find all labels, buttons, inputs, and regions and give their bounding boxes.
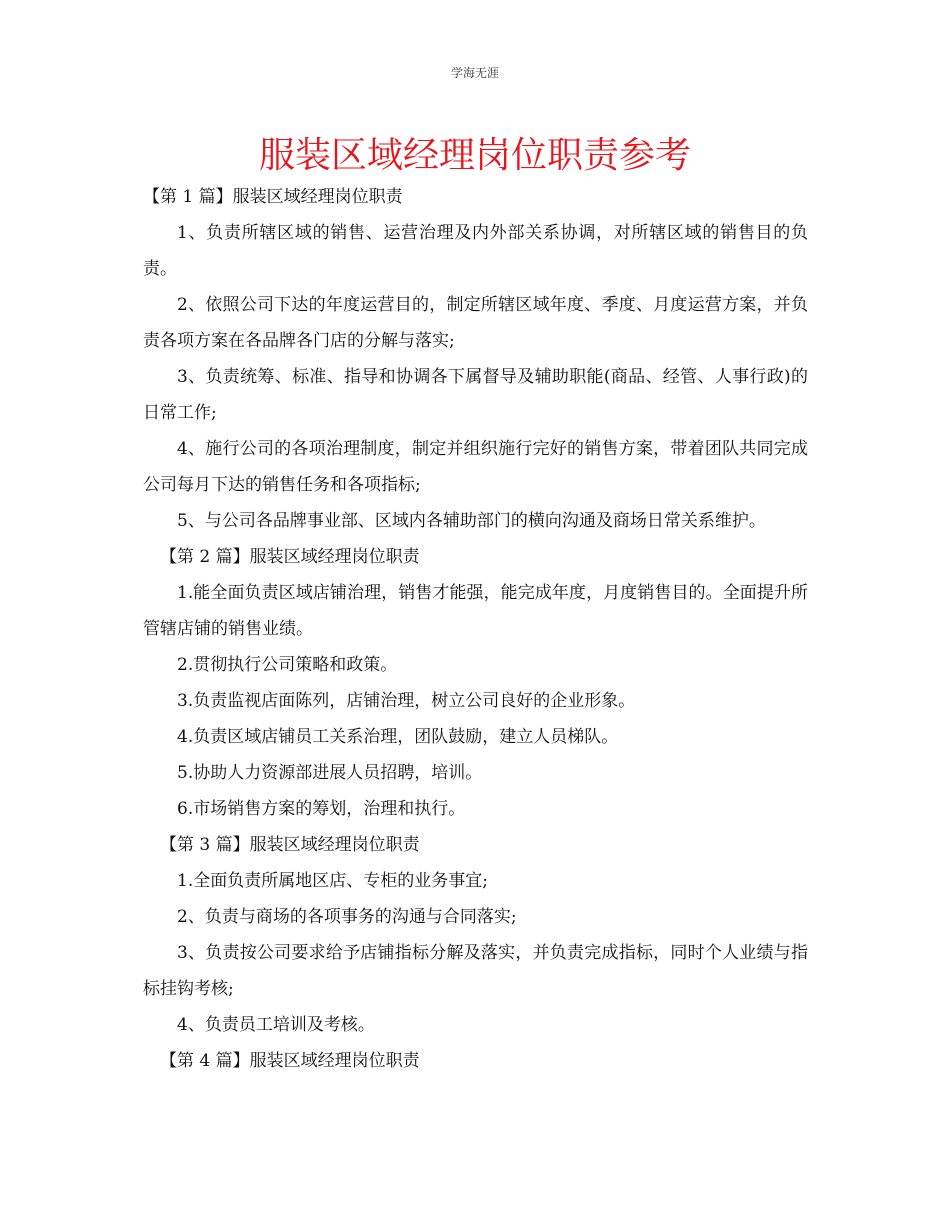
- list-item: 4、施行公司的各项治理制度，制定并组织施行完好的销售方案，带着团队共同完成公司每月下达的销售任务和各项指标;: [143, 439, 808, 495]
- list-item: 6.市场销售方案的筹划，治理和执行。: [177, 799, 466, 819]
- list-item: 5.协助人力资源部进展人员招聘，培训。: [177, 763, 483, 783]
- list-item: 3、负责按公司要求给予店铺指标分解及落实，并负责完成指标，同时个人业绩与指标挂钩考核;: [143, 943, 808, 999]
- list-item: 3、负责统筹、标准、指导和协调各下属督导及辅助职能(商品、经管、人事行政)的日常工作;: [143, 367, 808, 423]
- list-item: 2.贯彻执行公司策略和政策。: [177, 655, 398, 675]
- list-item: 2、负责与商场的各项事务的沟通与合同落实;: [177, 907, 517, 927]
- list-item: 3.负责监视店面陈列，店铺治理，树立公司良好的企业形象。: [177, 691, 636, 711]
- list-item: 2、依照公司下达的年度运营目的，制定所辖区域年度、季度、月度运营方案，并负责各项方案在各品牌各门店的分解与落实;: [143, 295, 808, 351]
- page-header: 学海无涯: [450, 66, 499, 80]
- list-item: 1.能全面负责区域店铺治理，销售才能强，能完成年度，月度销售目的。全面提升所管辖店铺的销售业绩。: [143, 583, 808, 639]
- section-heading: 【第 4 篇】服装区域经理岗位职责: [160, 1051, 420, 1071]
- list-item: 4、负责员工培训及考核。: [177, 1015, 375, 1035]
- document-body: [143, 179, 808, 1079]
- document-title: 服装区域经理岗位职责参考: [258, 135, 691, 176]
- list-item: 5、与公司各品牌事业部、区域内各辅助部门的横向沟通及商场日常关系维护。: [177, 511, 766, 531]
- list-item: 4.负责区域店铺员工关系治理，团队鼓励，建立人员梯队。: [177, 727, 619, 747]
- list-item: 1、负责所辖区域的销售、运营治理及内外部关系协调，对所辖区域的销售目的负责。: [143, 223, 808, 279]
- section-heading: 【第 1 篇】服装区域经理岗位职责: [143, 187, 403, 207]
- list-item: 1.全面负责所属地区店、专柜的业务事宜;: [177, 871, 488, 891]
- section-heading: 【第 2 篇】服装区域经理岗位职责: [160, 547, 420, 567]
- section-heading: 【第 3 篇】服装区域经理岗位职责: [160, 835, 420, 855]
